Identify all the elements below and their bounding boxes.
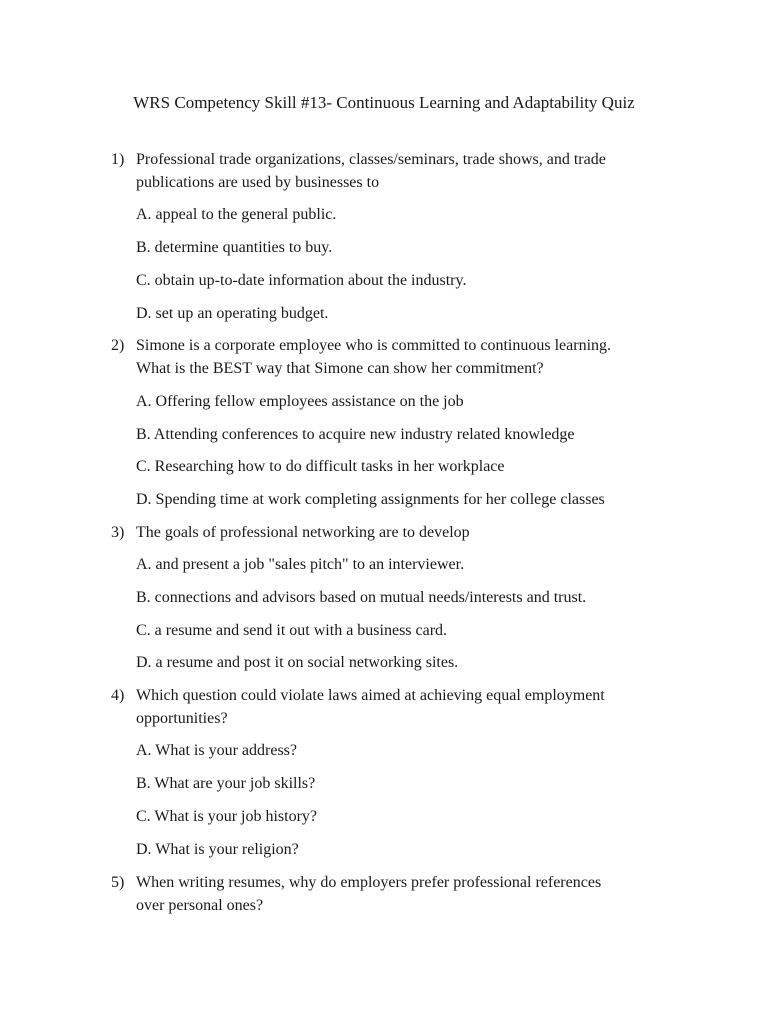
answer-option-c: C. Researching how to do difficult tasks in her workplace [136,458,505,475]
answer-option-b: B. determine quantities to buy. [136,239,333,256]
question-text-line: publications are used by businesses to [136,174,380,191]
question-text-line: over personal ones? [136,897,264,914]
answer-option-a: A. and present a job "sales pitch" to an interviewer. [136,556,465,573]
question-text-line: Which question could violate laws aimed at achieving equal employment [136,687,605,704]
question-text-line: When writing resumes, why do employers prefer professional references [136,874,602,891]
answer-option-d: D. Spending time at work completing assignments for her college classes [136,491,605,508]
answer-option-b: B. connections and advisors based on mutual needs/interests and trust. [136,589,587,606]
question-number: 5) [111,874,125,891]
answer-option-c: C. obtain up-to-date information about the industry. [136,272,467,289]
question-text-line: Simone is a corporate employee who is committed to continuous learning. [136,337,612,354]
question-number: 2) [111,337,125,354]
answer-option-a: A. appeal to the general public. [136,206,337,223]
question-text-line: Professional trade organizations, classes/seminars, trade shows, and trade [136,151,606,168]
answer-option-c: C. What is your job history? [136,808,318,825]
answer-option-d: D. What is your religion? [136,841,299,858]
answer-option-d: D. a resume and post it on social networking sites. [136,654,459,671]
answer-option-a: A. Offering fellow employees assistance on the job [136,393,464,410]
answer-option-c: C. a resume and send it out with a business card. [136,622,448,639]
question-number: 4) [111,687,125,704]
question-text-line: What is the BEST way that Simone can show her commitment? [136,360,544,377]
question-number: 3) [111,524,125,541]
answer-option-b: B. Attending conferences to acquire new industry related knowledge [136,426,575,443]
question-text-line: The goals of professional networking are to develop [136,524,470,541]
answer-option-b: B. What are your job skills? [136,775,316,792]
question-number: 1) [111,151,125,168]
answer-option-a: A. What is your address? [136,742,297,759]
answer-option-d: D. set up an operating budget. [136,305,329,322]
page-title: WRS Competency Skill #13- Continuous Learning and Adaptability Quiz [133,93,635,112]
question-text-line: opportunities? [136,710,228,727]
